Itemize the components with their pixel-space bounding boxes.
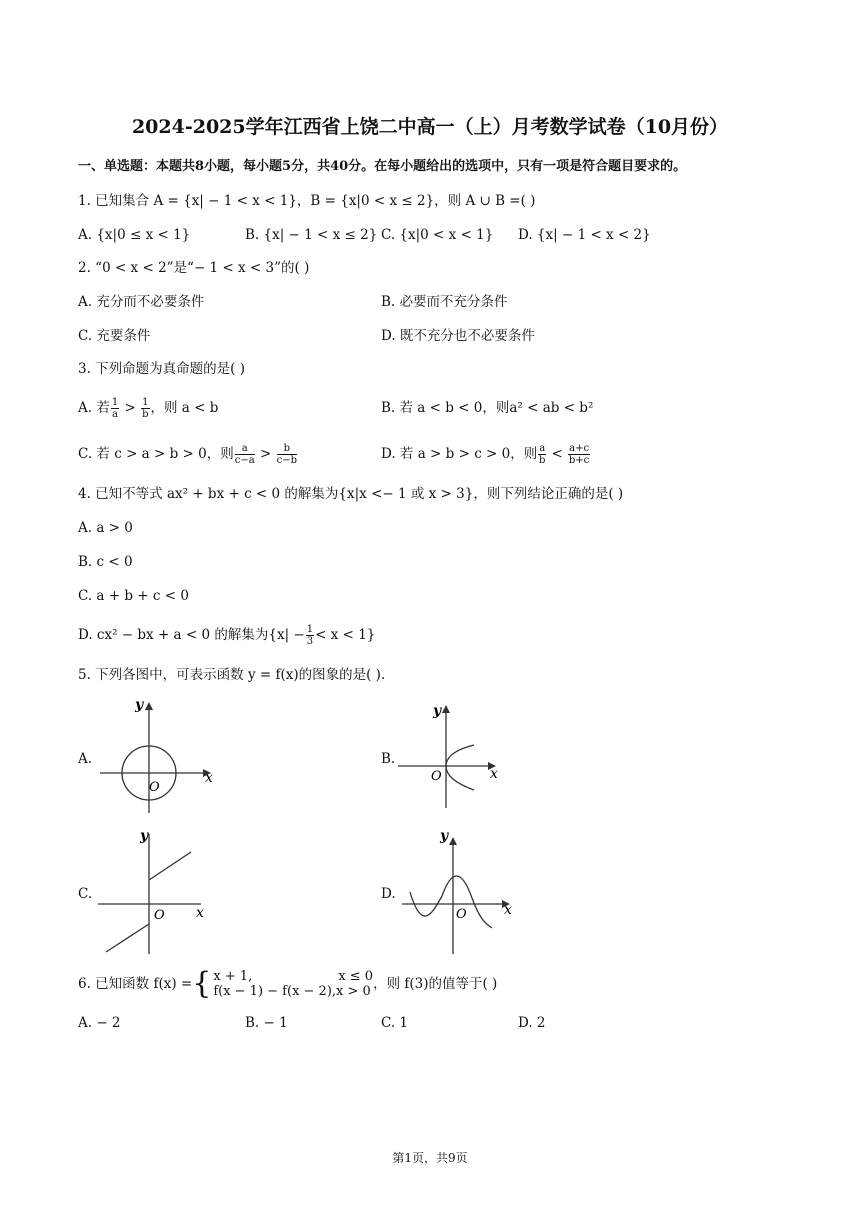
question-5-option-b-label: B. bbox=[381, 751, 396, 767]
question-5-stem: 5. 下列各图中，可表示函数 y = f(x)的图象的是( ). bbox=[78, 667, 386, 683]
question-6-option-a: A. − 2 bbox=[78, 1015, 121, 1031]
question-1-option-c: C. {x|0 < x < 1} bbox=[381, 227, 494, 243]
question-5-option-a-label: A. bbox=[78, 751, 93, 767]
graph-b-y-label: y bbox=[433, 703, 442, 719]
question-2-option-c: C. 充要条件 bbox=[78, 328, 151, 344]
question-3-option-c: C. 若 c > a > b > 0，则 $\frac{a}{c-a}$ > $\frac{b}{c-b}$ bbox=[78, 443, 297, 466]
question-1-option-a: A. {x|0 ≤ x < 1} bbox=[78, 227, 191, 243]
section-heading: 一、单选题：本题共8小题，每小题5分，共40分。在每小题给出的选项中，只有一项是符合题目要求的。 bbox=[78, 159, 687, 174]
graph-b-x-label: x bbox=[490, 766, 498, 782]
piecewise-brace: { bbox=[192, 965, 212, 1001]
question-2-option-b: B. 必要而不充分条件 bbox=[381, 294, 508, 310]
graph-c-origin: O bbox=[154, 908, 165, 923]
graph-d-wave bbox=[400, 824, 520, 956]
graph-c-x-label: x bbox=[196, 905, 204, 921]
question-1-stem: 1. 已知集合 A = {x| − 1 < x < 1}，B = {x|0 < x ≤ 2}，则 A ∪ B =( ) bbox=[78, 193, 536, 209]
question-4-option-d: D. cx² − bx + a < 0 的解集为{x| − $\frac{1}{3}$ < x < 1} bbox=[78, 624, 376, 647]
question-6-option-b: B. − 1 bbox=[245, 1015, 288, 1031]
graph-b-origin: O bbox=[431, 769, 442, 784]
graph-c-y-label: y bbox=[140, 828, 149, 844]
graph-a-x-label: x bbox=[205, 770, 213, 786]
graph-d-origin: O bbox=[456, 907, 467, 922]
graph-d-y-label: y bbox=[440, 828, 449, 844]
question-4-option-a: A. a > 0 bbox=[78, 520, 133, 536]
question-6-stem: 6. 已知函数 f(x) = { x + 1, x ≤ 0 f(x − 1) − f(x − 2), x > 0 ，则 f(3)的值等于( ) bbox=[78, 965, 498, 1001]
question-2-option-a: A. 充分而不必要条件 bbox=[78, 294, 205, 310]
question-2-option-d: D. 既不充分也不必要条件 bbox=[381, 328, 535, 344]
question-3-option-b: B. 若 a < b < 0，则a² < ab < b² bbox=[381, 400, 594, 416]
piecewise-cases: x + 1, x ≤ 0 f(x − 1) − f(x − 2), x > 0 bbox=[213, 968, 374, 999]
question-2-stem: 2. “0 < x < 2”是“− 1 < x < 3”的( ) bbox=[78, 260, 310, 276]
page-title: 2024-2025学年江西省上饶二中高一（上）月考数学试卷（10月份） bbox=[131, 116, 729, 138]
graph-a-circle bbox=[95, 693, 220, 815]
graph-c-split-lines bbox=[96, 826, 216, 956]
question-4-option-b: B. c < 0 bbox=[78, 554, 133, 570]
question-1-option-d: D. {x| − 1 < x < 2} bbox=[518, 227, 651, 243]
question-3-stem: 3. 下列命题为真命题的是( ) bbox=[78, 361, 245, 377]
question-4-option-c: C. a + b + c < 0 bbox=[78, 588, 189, 604]
question-6-option-d: D. 2 bbox=[518, 1015, 546, 1031]
page-footer: 第1页，共9页 bbox=[392, 1151, 468, 1165]
graph-b-sideways-parabola bbox=[396, 700, 506, 810]
question-4-stem: 4. 已知不等式 ax² + bx + c < 0 的解集为{x|x <− 1 或 x > 3}，则下列结论正确的是( ) bbox=[78, 486, 624, 502]
question-1-option-b: B. {x| − 1 < x ≤ 2} bbox=[245, 227, 378, 243]
question-5-option-d-label: D. bbox=[381, 886, 396, 902]
question-6-option-c: C. 1 bbox=[381, 1015, 409, 1031]
graph-d-x-label: x bbox=[504, 902, 512, 918]
question-3-option-d: D. 若 a > b > c > 0，则 $\frac{a}{b}$ < $\frac{a+c}{b+c}$ bbox=[381, 443, 590, 466]
graph-a-origin: O bbox=[149, 780, 160, 795]
question-3-option-a: A. 若 $\frac{1}{a}$ > $\frac{1}{b}$ ，则 a < b bbox=[78, 397, 219, 420]
graph-a-y-label: y bbox=[135, 697, 144, 713]
question-5-option-c-label: C. bbox=[78, 886, 93, 902]
